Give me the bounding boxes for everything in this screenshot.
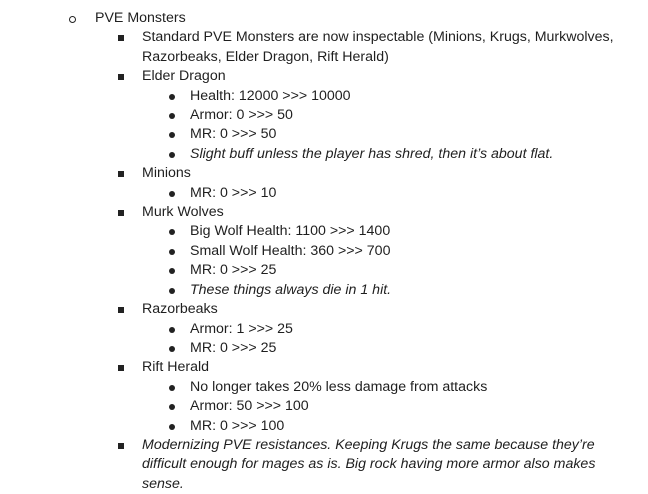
monster-list xyxy=(0,28,648,494)
section-title: PVE Monsters xyxy=(95,10,186,26)
disc-bullet-icon xyxy=(169,132,175,138)
square-bullet-icon xyxy=(118,210,124,216)
stat-change-item xyxy=(0,339,648,358)
stat-change-item xyxy=(0,242,648,261)
list-item-text: Armor: 1 >>> 25 xyxy=(190,320,293,337)
square-bullet-icon xyxy=(118,171,124,177)
monster-group-title xyxy=(0,164,648,183)
disc-bullet-icon xyxy=(169,152,175,158)
disc-bullet-icon xyxy=(169,249,175,255)
list-item-text: These things always die in 1 hit. xyxy=(190,281,392,298)
stat-change-item xyxy=(0,87,648,106)
list-item-text: MR: 0 >>> 10 xyxy=(190,184,277,201)
hollow-circle-bullet-icon xyxy=(69,16,76,23)
note-item xyxy=(0,436,648,494)
monster-group-title xyxy=(0,300,648,319)
stat-change-item xyxy=(0,125,648,144)
stat-change-item xyxy=(0,417,648,436)
square-bullet-icon xyxy=(118,443,124,449)
list-item-text: Health: 12000 >>> 10000 xyxy=(190,87,351,104)
list-item-text: Small Wolf Health: 360 >>> 700 xyxy=(190,242,391,259)
list-item-text: MR: 0 >>> 25 xyxy=(190,262,277,279)
disc-bullet-icon xyxy=(169,327,175,333)
disc-bullet-icon xyxy=(169,346,175,352)
disc-bullet-icon xyxy=(169,229,175,235)
square-bullet-icon xyxy=(118,35,124,41)
stat-change-item xyxy=(0,222,648,241)
disc-bullet-icon xyxy=(169,268,175,274)
square-bullet-icon xyxy=(118,74,124,80)
disc-bullet-icon xyxy=(169,94,175,100)
monster-group-title xyxy=(0,358,648,377)
note-item xyxy=(0,28,648,67)
disc-bullet-icon xyxy=(169,424,175,430)
list-item-text: Rift Herald xyxy=(142,359,210,376)
stat-change-item xyxy=(0,378,648,397)
stat-change-item xyxy=(0,106,648,125)
stat-change-item xyxy=(0,184,648,203)
stat-change-item xyxy=(0,145,648,164)
list-item-text: Minions xyxy=(142,165,191,182)
list-item-text: No longer takes 20% less damage from attacks xyxy=(190,378,488,395)
disc-bullet-icon xyxy=(169,288,175,294)
square-bullet-icon xyxy=(118,307,124,313)
square-bullet-icon xyxy=(118,365,124,371)
list-item-text: MR: 0 >>> 25 xyxy=(190,339,277,356)
list-item-text: Slight buff unless the player has shred, then it’s about flat. xyxy=(190,145,554,162)
list-item-text: Armor: 0 >>> 50 xyxy=(190,107,293,124)
list-item-text: Razorbeaks xyxy=(142,301,218,318)
list-item-text: MR: 0 >>> 50 xyxy=(190,126,277,143)
stat-change-item xyxy=(0,261,648,280)
list-item-text: Modernizing PVE resistances. Keeping Krugs the same because they’re difficult enough for mages as is. Big rock having more armor also makes sense. xyxy=(142,436,596,492)
disc-bullet-icon xyxy=(169,404,175,410)
disc-bullet-icon xyxy=(169,191,175,197)
monster-group-title xyxy=(0,203,648,222)
list-item-text: Murk Wolves xyxy=(142,204,224,221)
monster-group-title xyxy=(0,67,648,86)
stat-change-item xyxy=(0,320,648,339)
stat-change-item xyxy=(0,281,648,300)
section-heading xyxy=(0,9,648,28)
list-item-text: Elder Dragon xyxy=(142,68,226,85)
list-item-text: Big Wolf Health: 1100 >>> 1400 xyxy=(190,223,391,240)
disc-bullet-icon xyxy=(169,385,175,391)
list-item-text: MR: 0 >>> 100 xyxy=(190,417,285,434)
list-item-text: Armor: 50 >>> 100 xyxy=(190,398,309,415)
disc-bullet-icon xyxy=(169,113,175,119)
stat-change-item xyxy=(0,397,648,416)
list-item-text: Standard PVE Monsters are now inspectable (Minions, Krugs, Murkwolves, Razorbeaks, Elder Dragon, Rift Herald) xyxy=(142,29,614,65)
